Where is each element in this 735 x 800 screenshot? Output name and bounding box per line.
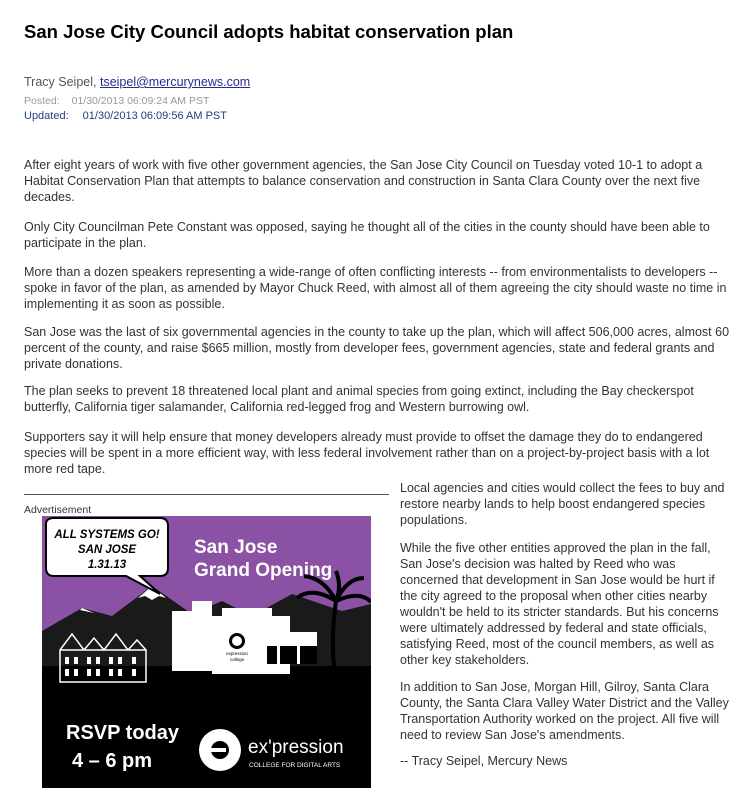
ad-artwork bbox=[42, 516, 371, 788]
updated-value: 01/30/2013 06:09:56 AM PST bbox=[82, 110, 227, 122]
side-paragraph-3: In addition to San Jose, Morgan Hill, Gilroy, Santa Clara County, the Santa Clara Valley Water District and the Valley Transportation Authority worked on the project. All five will need to review San Jose's amendments. bbox=[400, 680, 729, 742]
advertisement-label: Advertisement bbox=[24, 504, 92, 516]
article-paragraph-5: The plan seeks to prevent 18 threatened local plant and animal species from going extinct, including the Bay checkerspot butterfly, California tiger salamander, California red-legged frog and Western burrowing owl. bbox=[24, 384, 694, 414]
author-name: Tracy Seipel, bbox=[24, 75, 97, 89]
updated-label: Updated: bbox=[24, 110, 69, 122]
bubble-line-1: ALL SYSTEMS GO! bbox=[54, 529, 160, 541]
side-paragraph-1: Local agencies and cities would collect the fees to buy and restore nearby lands to help boost endangered species populations. bbox=[400, 481, 725, 527]
updated-timestamp bbox=[24, 110, 227, 122]
ad-title-line-1: San Jose bbox=[194, 537, 278, 558]
ad-divider bbox=[24, 494, 389, 495]
author-email-link[interactable]: tseipel@mercurynews.com bbox=[99, 75, 251, 89]
ad-title-line-2: Grand Opening bbox=[194, 560, 333, 581]
byline bbox=[24, 75, 250, 89]
article-paragraph-6: Supporters say it will help ensure that money developers already must provide to offset the damage they do to endangered species will be spent in a more efficient way, with less federal involvement rather than on a project-by-project basis with a lot more red tape. bbox=[24, 430, 710, 476]
advertisement-banner[interactable] bbox=[42, 516, 371, 788]
article-paragraph-2: Only City Councilman Pete Constant was opposed, saying he thought all of the cities in the county should have been able to participate in the plan. bbox=[24, 220, 710, 250]
article-headline: San Jose City Council adopts habitat conservation plan bbox=[24, 21, 514, 42]
article-paragraph-1: After eight years of work with five other government agencies, the San Jose City Council on Tuesday voted 10-1 to adopt a Habitat Conservation Plan that attempts to balance conservation and construction in Santa Clara County over the next five decades. bbox=[24, 158, 703, 204]
brand-tagline: COLLEGE FOR DIGITAL ARTS bbox=[249, 762, 341, 769]
brand-name: ex'pression bbox=[248, 737, 344, 758]
building-sign-line-1: expression bbox=[226, 651, 248, 656]
side-paragraph-2: While the five other entities approved the plan in the fall, San Jose's decision was halted by Reed who was concerned that development in San Jose would be hurt if the city agreed to the proposal when other cities nearby wouldn't be held to its stricter standards. But his concerns were ultimately addressed by federal and state officials, satisfying Reed, most of the council members, as well as other key stakeholders. bbox=[400, 541, 719, 667]
rsvp-line-2: 4 – 6 pm bbox=[72, 750, 153, 772]
posted-label: Posted: bbox=[24, 95, 60, 107]
expression-logo-bar bbox=[210, 748, 226, 752]
building-sign-line-2: college bbox=[229, 657, 245, 662]
rsvp-line-1: RSVP today bbox=[66, 722, 179, 744]
posted-value: 01/30/2013 06:09:24 AM PST bbox=[71, 95, 210, 107]
article-paragraph-4: San Jose was the last of six governmental agencies in the county to take up the plan, which will affect 506,000 acres, almost 60 percent of the county, and raise $665 million, mostly from developer fees, government agencies, state and federal grants and private donations. bbox=[24, 325, 730, 371]
posted-timestamp bbox=[24, 95, 209, 107]
article-signoff: -- Tracy Seipel, Mercury News bbox=[400, 754, 568, 768]
bubble-line-2: SAN JOSE bbox=[77, 544, 137, 556]
article-paragraph-3: More than a dozen speakers representing a wide-range of often conflicting interests -- from environmentalists to developers -- spoke in favor of the plan, as amended by Mayor Chuck Reed, with almost all of them agreeing the city should waste no time in implementing it as soon as possible. bbox=[24, 265, 727, 311]
bubble-line-3: 1.31.13 bbox=[87, 559, 127, 571]
